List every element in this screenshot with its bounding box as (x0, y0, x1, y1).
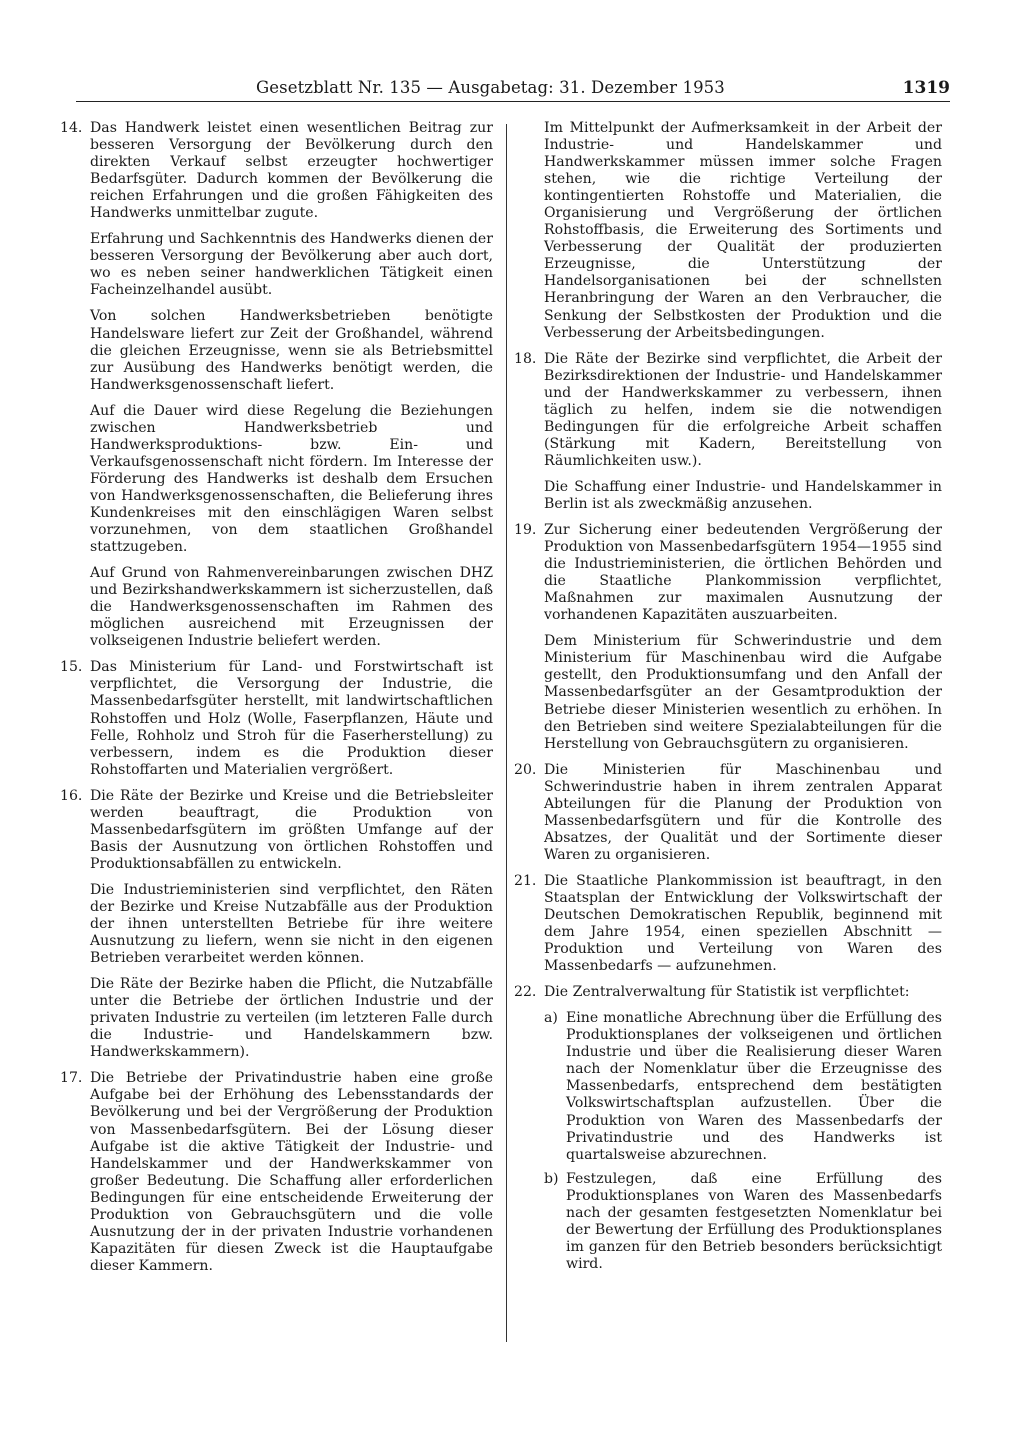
column-divider (506, 124, 507, 1342)
section-body (544, 762, 942, 864)
subitem-letter: b) (544, 1170, 559, 1187)
subitem-letter: a) (544, 1010, 558, 1027)
paragraph: Auf Grund von Rahmenvereinbarungen zwischen DHZ und Bezirkshandwerkskammern ist sicherzustellen, daß die Handwerksgenossenschaften im Rahmen des möglichen ausreichend mit Erzeugnissen der volkseigenen Industrie beliefert werden. (90, 565, 493, 650)
section-22 (514, 984, 942, 1273)
subitem-text: Festzulegen, daß eine Erfüllung des Produktionsplanes von Waren des Massenbedarfs nach der gesamten festgesetzten Nomenklatur bei der Bewertung der Erfüllung des Produktionsplanes im ganzen für den Betrieb besonders berücksichtigt wird. (566, 1170, 942, 1272)
paragraph: Das Ministerium für Land- und Forstwirtschaft ist verpflichtet, die Versorgung der Industrie, die Massenbedarfsgüter herstellt, mit landwirtschaftlichen Rohstoffen und Holz (Wolle, Faserpflanzen, Häute und Felle, Rohholz und Stroh für die Faserherstellung) zu verbessern, indem es die Produktion dieser Rohstoffarten und Materialien vergrößert. (90, 659, 493, 778)
section-body (544, 351, 942, 513)
section-body (544, 984, 942, 1273)
section-number: 22. (514, 984, 537, 1001)
paragraph: Von solchen Handwerksbetrieben benötigte Handelsware liefert zur Zeit der Großhandel, während die gleichen Erzeugnisse, wenn sie als Betriebsmittel zur Ausübung des Handwerks benötigt werden, die Handwerksgenossenschaft liefert. (90, 308, 493, 393)
section-body (90, 659, 493, 778)
section-16 (60, 788, 493, 1062)
section-20 (514, 762, 942, 864)
page-header (76, 78, 950, 100)
paragraph: Das Handwerk leistet einen wesentlichen Beitrag zur besseren Versorgung der Bevölkerung durch den direkten Verkauf selbst erzeugter hochwertiger Bedarfsgüter. Dadurch kommen der Bevölkerung die reichen Erfahrungen und die großen Fähigkeiten des Handwerks unmittelbar zugute. (90, 120, 493, 222)
paragraph: Die Ministerien für Maschinenbau und Schwerindustrie haben in ihrem zentralen Apparat Abteilungen für die Planung der Produktion von Massenbedarfsgütern und für die Kontrolle des Absatzes, der Qualität und der Sortimente dieser Waren zu organisieren. (544, 761, 942, 863)
subitem-text: Eine monatliche Abrechnung über die Erfüllung des Produktionsplanes der volkseigenen und örtlichen Industrie und über die Realisierung dieser Waren nach der Nomenklatur über die Erzeugnisse des Massenbedarfs, entsprechend dem bestätigten Volkswirtschaftsplan aufzustellen. Über die Produktion von Waren des Massenbedarfs der Privatindustrie und des Handwerks ist quartalsweise abzurechnen. (566, 1010, 942, 1163)
section-17 (60, 1070, 493, 1275)
subitem-a (544, 1010, 942, 1163)
section-number: 16. (60, 787, 83, 804)
paragraph: Die Staatliche Plankommission ist beauftragt, in den Staatsplan der Entwicklung der Volkswirtschaft der Deutschen Demokratischen Republik, beginnend mit dem Jahre 1954, einen speziellen Abschnitt — Produktion und Verteilung von Waren des Massenbedarfs — aufzunehmen. (544, 872, 942, 975)
left-column (60, 120, 493, 1284)
section-19 (514, 522, 942, 753)
page-number: 1319 (902, 78, 950, 98)
paragraph: Die Räte der Bezirke sind verpflichtet, die Arbeit der Bezirksdirektionen der Industrie- und Handelskammer und der Handwerkskammer zu verbessern, ihnen täglich zu helfen, indem sie die notwendigen Bedingungen für die erfolgreiche Arbeit schaffen (Stärkung mit Kadern, Bereitstellung von Räumlichkeiten usw.). (544, 350, 942, 469)
section-21 (514, 873, 942, 975)
paragraph: Im Mittelpunkt der Aufmerksamkeit in der Arbeit der Industrie- und Handelskammer und Handwerkskammer müssen immer solche Fragen stehen, wie die richtige Verteilung der kontingentierten Rohstoffe und Materialien, die Organisierung und Vergrößerung der örtlichen Rohstoffbasis, die Erweiterung des Sortiments und Verbesserung der Qualität der produzierten Erzeugnisse, die Unterstützung der Handelsorganisationen bei der schnellsten Heranbringung der Waren an den Verbraucher, die Senkung der Selbstkosten der Produktion und die Verbesserung der Arbeitsbedingungen. (544, 120, 942, 341)
paragraph: Die Schaffung einer Industrie- und Handelskammer in Berlin ist als zweckmäßig anzusehen. (544, 478, 942, 512)
section-number: 15. (60, 659, 83, 676)
section-number: 17. (60, 1070, 83, 1087)
section-body (90, 1070, 493, 1275)
paragraph: Die Räte der Bezirke haben die Pflicht, die Nutzabfälle unter die Betriebe der örtlichen Industrie und der privaten Industrie zu verteilen (im letzteren Falle durch die Industrie- und Handelskammern bzw. Handwerkskammern). (90, 976, 493, 1061)
section-18 (514, 351, 942, 513)
paragraph: Die Zentralverwaltung für Statistik ist verpflichtet: (544, 984, 910, 1001)
paragraph: Die Industrieministerien sind verpflichtet, den Räten der Bezirke und Kreise Nutzabfälle aus der Produktion der ihnen unterstellten Betriebe für ihre weitere Ausnutzung zu liefern, wenn sie nicht in den eigenen Betrieben verarbeitet werden können. (90, 881, 493, 967)
section-body (544, 522, 942, 753)
paragraph: Die Räte der Bezirke und Kreise und die Betriebsleiter werden beauftragt, die Produktion von Massenbedarfsgütern im größten Umfange auf der Basis der Ausnutzung von örtlichen Rohstoffen und Produktionsabfällen zu entwickeln. (90, 787, 493, 872)
header-rule (76, 101, 950, 102)
section-14 (60, 120, 493, 650)
subitem-b (544, 1171, 942, 1273)
section-number: 18. (514, 350, 537, 367)
section-17-continued (514, 120, 942, 342)
section-body (90, 120, 493, 650)
paragraph: Dem Ministerium für Schwerindustrie und dem Ministerium für Maschinenbau wird die Aufgabe gestellt, den Produktionsumfang und den Anfall der Massenbedarfsgüter an der Gesamtproduktion der Betriebe dieser Ministerien wesentlich zu erhöhen. In den Betrieben sind weitere Spezialabteilungen für die Herstellung von Gebrauchsgütern zu organisieren. (544, 633, 942, 752)
section-number: 20. (514, 761, 537, 778)
section-number: 19. (514, 522, 537, 539)
section-number: 14. (60, 120, 83, 136)
paragraph: Die Betriebe der Privatindustrie haben eine große Aufgabe bei der Erhöhung des Lebensstandards der Bevölkerung und bei der Vergrößerung der Produktion von Massenbedarfsgütern. Bei der Lösung dieser Aufgabe ist die aktive Tätigkeit der Industrie- und Handelskammer und der Handwerkskammer von großer Bedeutung. Die Schaffung aller erforderlichen Bedingungen für eine entscheidende Erweiterung der Produktion von Gebrauchsgütern und die volle Ausnutzung der in der privaten Industrie vorhandenen Kapazitäten für diesen Zweck ist die Hauptaufgabe dieser Kammern. (90, 1070, 493, 1274)
section-body (90, 788, 493, 1062)
section-body (544, 120, 942, 342)
paragraph: Zur Sicherung einer bedeutenden Vergrößerung der Produktion von Massenbedarfsgütern 1954—1955 sind die Industrieministerien, die örtlichen Behörden und die Staatliche Plankommission verpflichtet, Maßnahmen zur maximalen Ausnutzung der vorhandenen Kapazitäten auszuarbeiten. (544, 522, 942, 624)
header-title: Gesetzblatt Nr. 135 — Ausgabetag: 31. Dezember 1953 (256, 78, 725, 97)
section-15 (60, 659, 493, 778)
right-column (514, 120, 942, 1282)
paragraph: Erfahrung und Sachkenntnis des Handwerks dienen der besseren Versorgung der Bevölkerung aber auch dort, wo es neben seiner handwerklichen Tätigkeit einen Facheinzelhandel ausübt. (90, 231, 494, 299)
section-number: 21. (514, 872, 537, 889)
paragraph: Auf die Dauer wird diese Regelung die Beziehungen zwischen Handwerksbetrieb und Handwerksproduktions- bzw. Ein- und Verkaufsgenossenschaft nicht fördern. Im Interesse der Förderung des Handwerks ist deshalb dem Ersuchen von Handwerksgenossenschaften, die Belieferung ihres Kundenkreises mit den einschlägigen Waren selbst vorzunehmen, von dem staatlichen Großhandel stattzugeben. (90, 402, 493, 556)
section-body (544, 873, 942, 975)
